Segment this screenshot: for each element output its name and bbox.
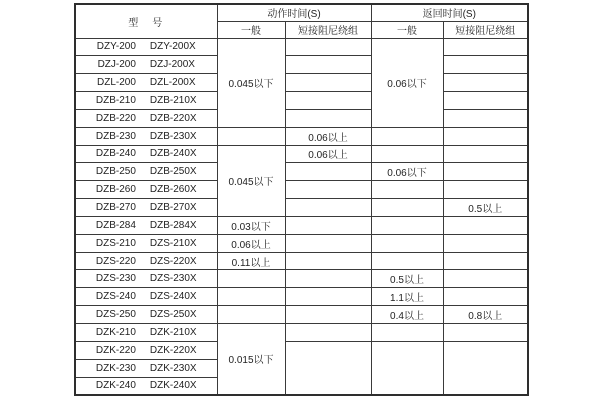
model-cell	[75, 38, 217, 56]
return-general-cell	[371, 324, 443, 342]
subheader-return-general: 一般	[371, 21, 443, 38]
return-damping-cell	[443, 127, 528, 145]
model-name: DZS-240	[95, 291, 136, 303]
table-row	[75, 306, 528, 324]
model-name-x: DZB-260X	[149, 184, 197, 196]
action-damping-cell	[285, 306, 371, 324]
model-cell	[75, 270, 217, 288]
model-cell	[75, 181, 217, 199]
action-damping-cell	[285, 163, 371, 181]
table-row	[75, 270, 528, 288]
return-damping-cell	[443, 270, 528, 288]
model-cell	[75, 306, 217, 324]
model-name: DZL-200	[97, 77, 136, 89]
model-name-x: DZJ-200X	[149, 59, 195, 71]
return-general-cell	[371, 341, 443, 395]
action-general-cell: 0.03以下	[217, 216, 285, 234]
model-name-x: DZK-230X	[149, 362, 197, 374]
model-cell	[75, 324, 217, 342]
return-general-cell	[371, 252, 443, 270]
return-general-cell	[371, 181, 443, 199]
return-damping-cell	[443, 181, 528, 199]
table-row	[75, 109, 528, 127]
action-damping-cell	[285, 270, 371, 288]
action-damping-cell: 0.06以上	[285, 145, 371, 163]
return-general-cell: 0.5以上	[371, 270, 443, 288]
action-damping-cell	[285, 234, 371, 252]
model-name: DZB-230	[95, 130, 136, 142]
model-cell	[75, 109, 217, 127]
action-damping-cell	[285, 181, 371, 199]
model-name: DZB-284	[95, 219, 136, 231]
model-name-x: DZB-230X	[149, 130, 197, 142]
return-general-cell: 0.06以下	[371, 163, 443, 181]
model-cell	[75, 145, 217, 163]
action-damping-cell	[285, 38, 371, 56]
return-general-cell: 1.1以上	[371, 288, 443, 306]
model-cell	[75, 359, 217, 377]
table-row	[75, 145, 528, 163]
table-row	[75, 127, 528, 145]
return-damping-cell	[443, 92, 528, 110]
model-name: DZS-250	[95, 309, 136, 321]
model-name-x: DZS-220X	[149, 255, 197, 267]
subheader-return-damping: 短接阻尼绕组	[443, 21, 528, 38]
model-name-x: DZB-220X	[149, 112, 197, 124]
table-row	[75, 163, 528, 181]
return-damping-cell	[443, 56, 528, 74]
model-cell	[75, 252, 217, 270]
model-name: DZB-210	[95, 94, 136, 106]
model-name-x: DZS-250X	[149, 309, 197, 321]
action-damping-cell	[285, 56, 371, 74]
return-damping-cell	[443, 341, 528, 395]
action-damping-cell	[285, 74, 371, 92]
table-row	[75, 38, 528, 56]
model-name-x: DZK-210X	[149, 326, 197, 338]
model-name-x: DZK-240X	[149, 380, 197, 392]
action-damping-cell	[285, 288, 371, 306]
action-damping-cell	[285, 341, 371, 395]
model-name-x: DZS-230X	[149, 273, 197, 285]
action-damping-cell	[285, 92, 371, 110]
return-damping-cell	[443, 163, 528, 181]
action-general-cell: 0.015以下	[217, 324, 285, 395]
return-damping-cell	[443, 145, 528, 163]
return-general-cell	[371, 234, 443, 252]
model-name-x: DZY-200X	[149, 41, 196, 53]
action-damping-cell	[285, 252, 371, 270]
model-cell	[75, 234, 217, 252]
model-name-x: DZK-220X	[149, 344, 197, 356]
model-cell	[75, 377, 217, 395]
table-row	[75, 234, 528, 252]
return-general-cell	[371, 127, 443, 145]
return-general-cell: 0.4以上	[371, 306, 443, 324]
header-row-1	[75, 4, 528, 21]
return-general-cell	[371, 199, 443, 217]
model-cell	[75, 127, 217, 145]
model-name-x: DZB-284X	[149, 219, 197, 231]
model-name: DZK-240	[95, 380, 136, 392]
table-row	[75, 56, 528, 74]
action-general-cell: 0.06以上	[217, 234, 285, 252]
return-damping-cell: 0.5以上	[443, 199, 528, 217]
action-damping-cell	[285, 199, 371, 217]
action-damping-cell	[285, 216, 371, 234]
action-general-cell	[217, 270, 285, 288]
model-name: DZY-200	[96, 41, 136, 53]
return-damping-cell	[443, 109, 528, 127]
table-row	[75, 199, 528, 217]
model-name-x: DZB-250X	[149, 166, 197, 178]
action-damping-cell: 0.06以上	[285, 127, 371, 145]
model-name-x: DZS-240X	[149, 291, 197, 303]
return-damping-cell	[443, 288, 528, 306]
model-name: DZB-240	[95, 148, 136, 160]
model-cell	[75, 216, 217, 234]
table-row	[75, 252, 528, 270]
action-general-cell: 0.045以下	[217, 38, 285, 127]
table-row	[75, 288, 528, 306]
table-row	[75, 181, 528, 199]
return-general-cell	[371, 216, 443, 234]
model-name: DZB-270	[95, 202, 136, 214]
return-damping-cell	[443, 38, 528, 56]
action-general-cell: 0.11以上	[217, 252, 285, 270]
model-cell	[75, 199, 217, 217]
model-name: DZK-220	[95, 344, 136, 356]
model-name: DZB-260	[95, 184, 136, 196]
model-cell	[75, 288, 217, 306]
model-name-x: DZL-200X	[149, 77, 196, 89]
model-name-x: DZB-210X	[149, 94, 197, 106]
model-name: DZB-220	[95, 112, 136, 124]
return-damping-cell	[443, 324, 528, 342]
action-damping-cell	[285, 324, 371, 342]
model-name-x: DZS-210X	[149, 237, 197, 249]
return-damping-cell: 0.8以上	[443, 306, 528, 324]
return-general-cell	[371, 145, 443, 163]
return-damping-cell	[443, 252, 528, 270]
table-row	[75, 341, 528, 359]
return-damping-cell	[443, 74, 528, 92]
return-damping-cell	[443, 234, 528, 252]
action-general-cell	[217, 306, 285, 324]
table-row	[75, 324, 528, 342]
model-name: DZS-220	[95, 255, 136, 267]
model-cell	[75, 56, 217, 74]
model-cell	[75, 341, 217, 359]
table-row	[75, 92, 528, 110]
model-name: DZJ-200	[97, 59, 136, 71]
spec-table	[74, 3, 529, 396]
col-header-action-time: 动作时间(S)	[217, 4, 371, 21]
table-row	[75, 74, 528, 92]
table-row	[75, 216, 528, 234]
subheader-action-damping: 短接阻尼绕组	[285, 21, 371, 38]
action-damping-cell	[285, 109, 371, 127]
return-general-cell: 0.06以下	[371, 38, 443, 127]
model-cell	[75, 74, 217, 92]
col-header-return-time: 返回时间(S)	[371, 4, 528, 21]
model-cell	[75, 92, 217, 110]
action-general-cell	[217, 288, 285, 306]
action-general-cell: 0.045以下	[217, 145, 285, 216]
subheader-action-general: 一般	[217, 21, 285, 38]
model-name: DZS-210	[95, 237, 136, 249]
model-name-x: DZB-270X	[149, 202, 197, 214]
action-general-cell	[217, 127, 285, 145]
model-name: DZB-250	[95, 166, 136, 178]
model-name: DZK-230	[95, 362, 136, 374]
model-name: DZS-230	[95, 273, 136, 285]
model-name-x: DZB-240X	[149, 148, 197, 160]
col-header-model: 型 号	[75, 4, 217, 38]
model-cell	[75, 163, 217, 181]
return-damping-cell	[443, 216, 528, 234]
model-name: DZK-210	[95, 326, 136, 338]
